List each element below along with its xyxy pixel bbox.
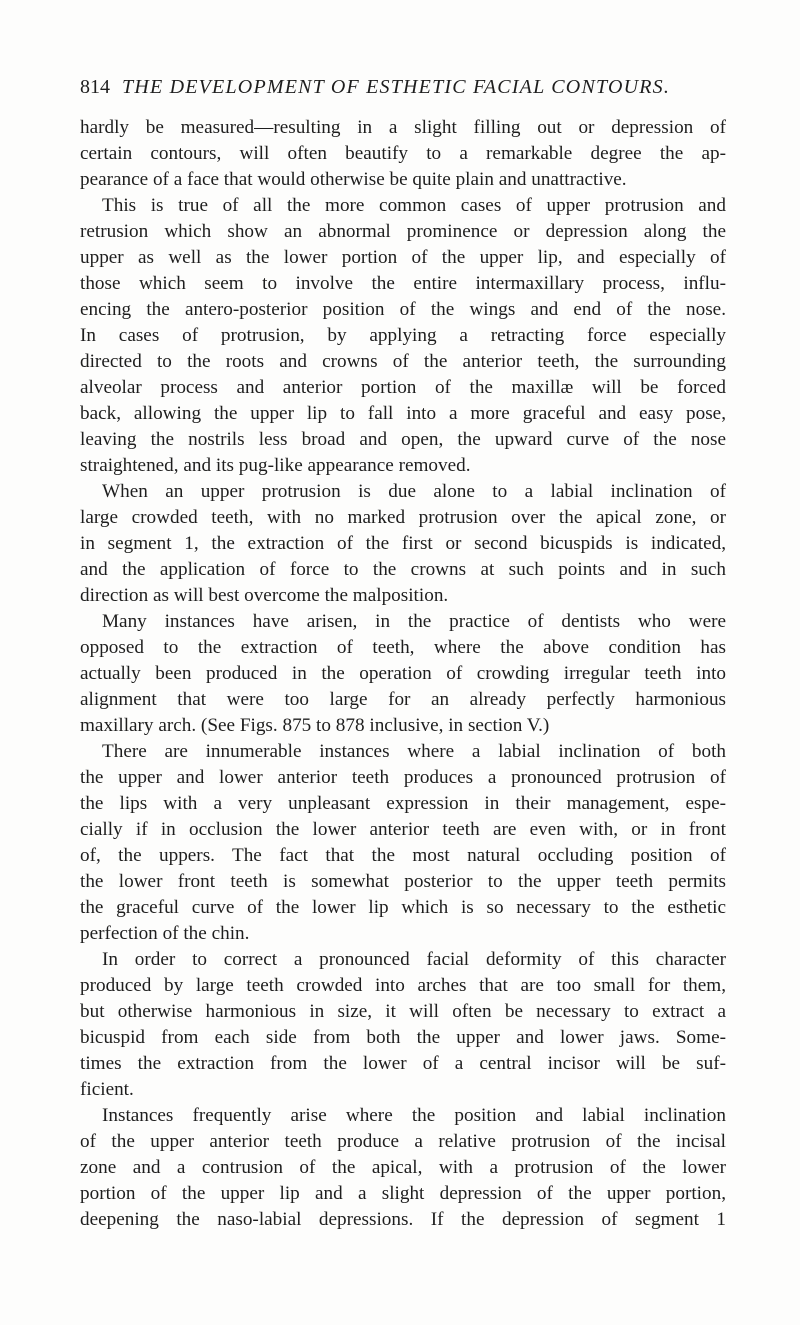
- text-line: times the extraction from the lower of a central incisor will be suf-: [80, 1053, 726, 1074]
- running-head: [80, 72, 740, 102]
- text-line: maxillary arch. (See Figs. 875 to 878 inclusive, in section V.): [80, 715, 550, 736]
- body-text: [80, 115, 726, 1233]
- text-line: cially if in occlusion the lower anterior teeth are even with, or in front: [80, 819, 726, 840]
- text-line: upper as well as the lower portion of the upper lip, and especially of: [80, 247, 726, 268]
- text-line: retrusion which show an abnormal prominence or depression along the: [80, 221, 726, 242]
- text-line: This is true of all the more common cases of upper protrusion and: [102, 195, 726, 216]
- text-line: alignment that were too large for an already perfectly harmonious: [80, 689, 726, 710]
- text-line: certain contours, will often beautify to a remarkable degree the ap-: [80, 143, 726, 164]
- text-line: In cases of protrusion, by applying a retracting force especially: [80, 325, 726, 346]
- text-line: of, the uppers. The fact that the most natural occluding position of: [80, 845, 726, 866]
- text-line: those which seem to involve the entire intermaxillary process, influ-: [80, 273, 726, 294]
- text-line: directed to the roots and crowns of the anterior teeth, the surrounding: [80, 351, 726, 372]
- running-title: THE DEVELOPMENT OF ESTHETIC FACIAL CONTOURS.: [122, 76, 671, 98]
- text-line: portion of the upper lip and a slight depression of the upper portion,: [80, 1183, 726, 1204]
- text-line: the lower front teeth is somewhat posterior to the upper teeth permits: [80, 871, 726, 892]
- text-line: opposed to the extraction of teeth, where the above condition has: [80, 637, 726, 658]
- text-line: the lips with a very unpleasant expression in their management, espe-: [80, 793, 726, 814]
- text-line: actually been produced in the operation of crowding irregular teeth into: [80, 663, 726, 684]
- text-line: alveolar process and anterior portion of the maxillæ will be forced: [80, 377, 726, 398]
- text-line: the graceful curve of the lower lip which is so necessary to the esthetic: [80, 897, 726, 918]
- text-line: produced by large teeth crowded into arches that are too small for them,: [80, 975, 726, 996]
- text-line: but otherwise harmonious in size, it will often be necessary to extract a: [80, 1001, 726, 1022]
- text-line: When an upper protrusion is due alone to a labial inclination of: [102, 481, 726, 502]
- text-line: perfection of the chin.: [80, 923, 250, 944]
- text-line: direction as will best overcome the malposition.: [80, 585, 449, 606]
- text-line: straightened, and its pug-like appearance removed.: [80, 455, 471, 476]
- text-line: There are innumerable instances where a labial inclination of both: [102, 741, 726, 762]
- text-line: Many instances have arisen, in the practice of dentists who were: [102, 611, 726, 632]
- text-line: in segment 1, the extraction of the first or second bicuspids is indicated,: [80, 533, 726, 554]
- text-line: encing the antero-posterior position of the wings and end of the nose.: [80, 299, 726, 320]
- text-line: large crowded teeth, with no marked protrusion over the apical zone, or: [80, 507, 726, 528]
- text-line: zone and a contrusion of the apical, with a protrusion of the lower: [80, 1157, 726, 1178]
- text-line: back, allowing the upper lip to fall into a more graceful and easy pose,: [80, 403, 726, 424]
- text-line: Instances frequently arise where the position and labial inclination: [102, 1105, 726, 1126]
- text-line: ficient.: [80, 1079, 134, 1100]
- text-line: pearance of a face that would otherwise be quite plain and unattractive.: [80, 169, 627, 190]
- text-line: bicuspid from each side from both the upper and lower jaws. Some-: [80, 1027, 726, 1048]
- text-line: hardly be measured—resulting in a slight filling out or depression of: [80, 117, 726, 138]
- text-line: deepening the naso-labial depressions. If the depression of segment 1: [80, 1209, 726, 1230]
- text-line: In order to correct a pronounced facial deformity of this character: [102, 949, 726, 970]
- text-line: of the upper anterior teeth produce a relative protrusion of the incisal: [80, 1131, 726, 1152]
- text-line: and the application of force to the crowns at such points and in such: [80, 559, 726, 580]
- text-line: leaving the nostrils less broad and open, the upward curve of the nose: [80, 429, 726, 450]
- text-line: the upper and lower anterior teeth produces a pronounced protrusion of: [80, 767, 726, 788]
- page-number: 814: [80, 76, 110, 98]
